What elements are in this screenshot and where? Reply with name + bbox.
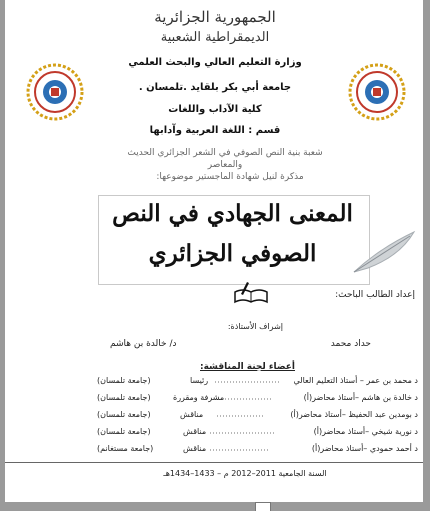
prepared-by-label: إعداد الطالب الباحث: <box>335 290 415 300</box>
thesis-title-line1: المعنى الجهادي في النص <box>112 200 353 227</box>
committee-member-name: د أحمد حمودي –أستاذ محاضر(أ) <box>311 444 418 453</box>
committee-heading: أعضاء لجنة المناقشة: <box>200 362 296 372</box>
committee-member-role: رئيسا <box>190 376 209 385</box>
committee-member-univ: (جامعة تلمسان) <box>97 393 151 402</box>
specialty-line2: والمعاصر <box>207 160 243 170</box>
student-name: حداد محمد <box>330 339 371 349</box>
department-label: قسم : اللغة العربية وآدابها <box>149 125 281 136</box>
committee-member-name: د خالدة بن هاشم –أستاذ محاضر(أ) <box>303 393 418 402</box>
committee-member-role: مناقش <box>183 444 207 453</box>
committee-member-univ: (جامعة تلمسان) <box>97 427 151 436</box>
university-emblem-right-icon <box>347 62 407 122</box>
faculty-label: كلية الآداب واللغات <box>168 104 262 115</box>
dotted-leaders <box>155 376 325 456</box>
committee-member-role: مناقش <box>183 427 207 436</box>
committee-member-role: مناقش <box>180 410 204 419</box>
committee-member-name: د نورية شيخي –أستاذ محاضر(أ) <box>313 427 418 436</box>
ministry-label: وزارة التعليم العالي والبحث العلمي <box>128 57 302 68</box>
democratic-title: الديمقراطية الشعبية <box>160 30 270 45</box>
academic-year: السنة الجامعية 2011–2012 م – 1433–1434هـ <box>163 469 327 478</box>
specialty-line1: شعبة بنية النص الصوفي في الشعر الجزائري الحديث <box>127 148 323 158</box>
committee-member-name: د محمد بن عمر – أستاذ التعليم العالي <box>293 376 418 385</box>
republic-title: الجمهورية الجزائرية <box>154 8 276 26</box>
committee-member-name: د بومدين عبد الحفيظ –أستاذ محاضر(أ) <box>290 410 418 419</box>
committee-member-role: مشرفة ومقررة <box>173 393 225 402</box>
document-page <box>5 0 423 502</box>
university-emblem-left-icon <box>25 62 85 122</box>
supervisor-name: د/ خالدة بن هاشم <box>110 339 177 349</box>
supervised-by-label: إشراف الأستاذة: <box>227 322 283 331</box>
footer-separator <box>5 462 423 463</box>
university-label: جامعة أبي بكر بلقايد .تلمسان . <box>138 82 292 93</box>
committee-member-univ: (جامعة تلمسان) <box>97 376 151 385</box>
book-quill-icon <box>233 278 269 306</box>
memo-line: مذكرة لنيل شهادة الماجستير موضوعها: <box>156 172 304 182</box>
feather-quill-icon <box>350 228 418 276</box>
thesis-title-line2: الصوفي الجزائري <box>148 240 317 267</box>
committee-member-univ: (جامعة مستغانم) <box>97 444 154 453</box>
committee-member-univ: (جامعة تلمسان) <box>97 410 151 419</box>
